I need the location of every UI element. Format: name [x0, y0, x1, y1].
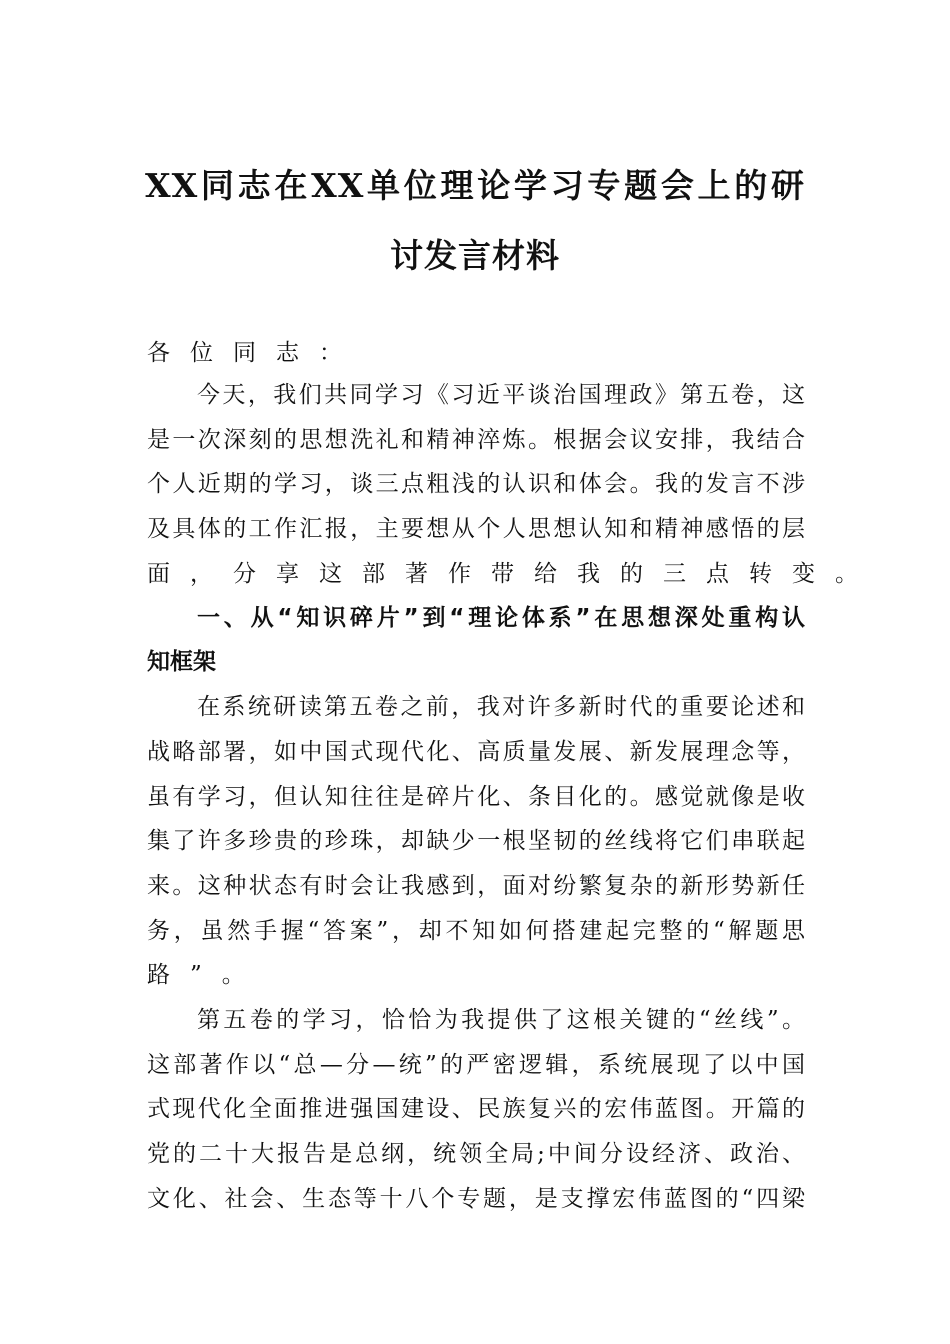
heading-line: 一、从“知识碎片”到“理论体系”在思想深处重构认 [197, 605, 805, 631]
text-line: 来。这种状态有时会让我感到，面对纷繁复杂的新形势新任 [147, 873, 805, 899]
text-line: 这部著作以“总—分—统”的严密逻辑，系统展现了以中国 [147, 1052, 805, 1078]
text-line: 集了许多珍贵的珍珠，却缺少一根坚韧的丝线将它们串联起 [147, 828, 805, 854]
text-line: 虽有学习，但认知往往是碎片化、条目化的。感觉就像是收 [147, 784, 805, 810]
text-line: 文化、社会、生态等十八个专题，是支撑宏伟蓝图的“四梁 [147, 1186, 805, 1212]
heading-line: 知框架 [147, 649, 216, 675]
text-line: 务，虽然手握“答案”，却不知如何搭建起完整的“解题思 [147, 918, 805, 944]
text-line: 及具体的工作汇报，主要想从个人思想认知和精神感悟的层 [147, 516, 805, 542]
salutation: 各位同志： [147, 340, 362, 366]
text-line: 个人近期的学习，谈三点粗浅的认识和体会。我的发言不涉 [147, 471, 805, 497]
text-line: 在系统研读第五卷之前，我对许多新时代的重要论述和 [197, 694, 805, 720]
text-line: 今天，我们共同学习《习近平谈治国理政》第五卷，这 [197, 382, 805, 408]
document-title-line-1: XX同志在XX单位理论学习专题会上的研 [145, 166, 805, 205]
text-line: 路”。 [147, 962, 265, 988]
text-line: 战略部署，如中国式现代化、高质量发展、新发展理念等， [147, 739, 805, 765]
text-line: 面，分享这部著作带给我的三点转变。 [147, 561, 878, 587]
text-line: 党的二十大报告是总纲，统领全局;中间分设经济、政治、 [147, 1141, 805, 1167]
text-line: 式现代化全面推进强国建设、民族复兴的宏伟蓝图。开篇的 [147, 1096, 805, 1122]
text-line: 第五卷的学习，恰恰为我提供了这根关键的“丝线”。 [197, 1007, 805, 1033]
document-title-line-2: 讨发言材料 [390, 236, 560, 275]
text-line: 是一次深刻的思想洗礼和精神淬炼。根据会议安排，我结合 [147, 427, 805, 453]
